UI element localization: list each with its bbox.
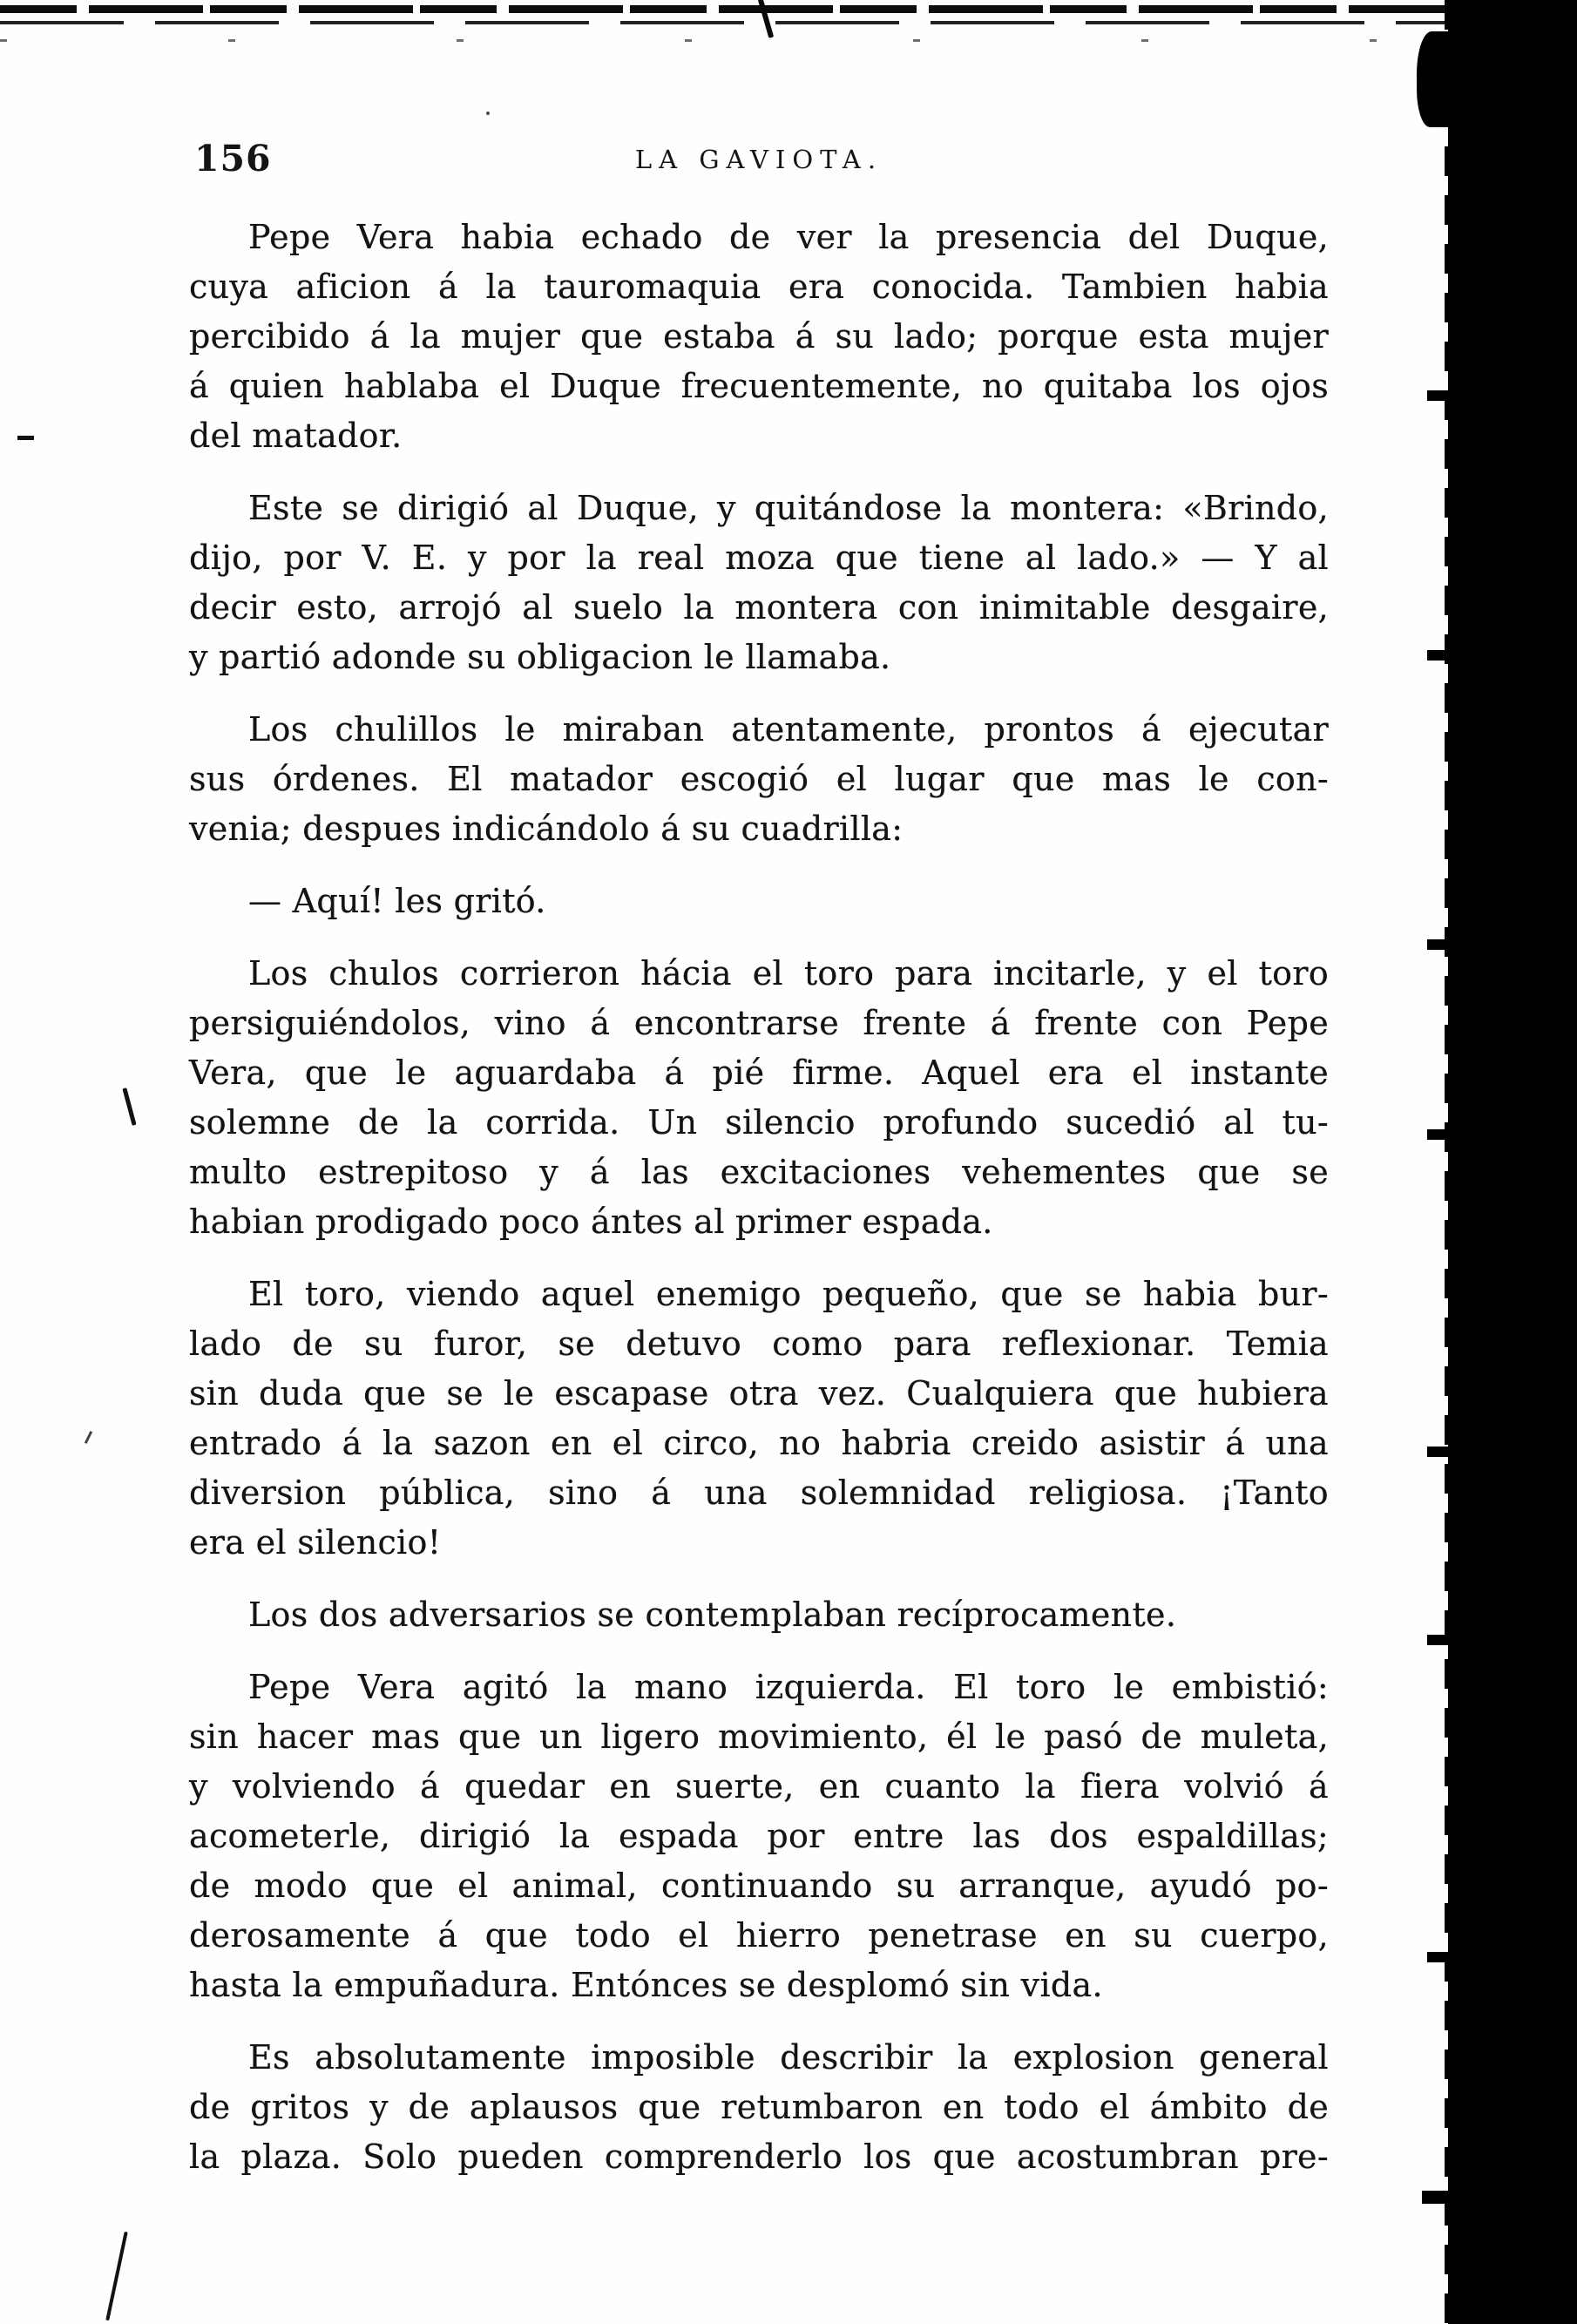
text-line: Los dos adversarios se contemplaban recíprocamente. bbox=[248, 1596, 1177, 1634]
paragraph bbox=[189, 213, 1329, 461]
scan-artifact-right-tick bbox=[1427, 1635, 1450, 1645]
text-line: de gritos y de aplausos que retumbaron en todo el ámbito de bbox=[189, 2088, 1329, 2126]
text-line: entrado á la sazon en el circo, no habria creido asistir á una bbox=[189, 1424, 1329, 1462]
scan-artifact-speck bbox=[486, 112, 490, 115]
text-line: Este se dirigió al Duque, y quitándose la montera: «Brindo, bbox=[248, 489, 1329, 527]
scan-artifact-right-tick bbox=[1427, 390, 1450, 401]
scan-artifact-right-tick bbox=[1427, 1447, 1450, 1457]
text-line: venia; despues indicándolo á su cuadrilla: bbox=[189, 810, 904, 848]
text-line: y partió adonde su obligacion le llamaba. bbox=[189, 638, 891, 676]
text-line: acometerle, dirigió la espada por entre las dos espaldillas; bbox=[189, 1817, 1329, 1855]
scan-artifact-right-tick bbox=[1422, 2191, 1450, 2204]
scan-artifact-top-edge-dashes bbox=[0, 21, 1448, 24]
text-line: decir esto, arrojó al suelo la montera con inimitable desgaire, bbox=[189, 588, 1329, 627]
paragraph bbox=[189, 949, 1329, 1247]
text-line: del matador. bbox=[189, 417, 403, 455]
text-line: Los chulos corrieron hácia el toro para incitarle, y el toro bbox=[248, 954, 1329, 993]
text-line: hasta la empuñadura. Entónces se desplomó sin vida. bbox=[189, 1966, 1103, 2004]
text-body bbox=[189, 213, 1329, 2182]
scan-artifact-left-backslash bbox=[122, 1087, 136, 1126]
paragraph bbox=[189, 1270, 1329, 1568]
paragraph bbox=[189, 1590, 1329, 1640]
paragraph bbox=[189, 705, 1329, 854]
text-line: Es absolutamente imposible describir la explosion general bbox=[248, 2038, 1329, 2077]
scan-artifact-right-tick bbox=[1427, 939, 1450, 950]
scan-artifact-left-dash bbox=[17, 436, 34, 440]
text-line: Pepe Vera agitó la mano izquierda. El toro le embistió: bbox=[248, 1668, 1329, 1706]
text-line: solemne de la corrida. Un silencio profundo sucedió al tu- bbox=[189, 1103, 1329, 1142]
text-line: diversion pública, sino á una solemnidad religiosa. ¡Tanto bbox=[189, 1474, 1329, 1512]
text-line: — Aquí! les gritó. bbox=[248, 882, 546, 920]
text-line: sin duda que se le escapase otra vez. Cualquiera que hubiera bbox=[189, 1374, 1329, 1413]
text-line: la plaza. Solo pueden comprenderlo los que acostumbran pre- bbox=[189, 2138, 1329, 2176]
text-line: á quien hablaba el Duque frecuentemente, no quitaba los ojos bbox=[189, 367, 1329, 405]
scan-artifact-right-blob bbox=[1417, 31, 1450, 127]
running-title: LA GAVIOTA. bbox=[634, 145, 883, 174]
scan-artifact-bottom-slash bbox=[105, 2232, 128, 2321]
text-line: y volviendo á quedar en suerte, en cuanto la fiera volvió á bbox=[189, 1767, 1329, 1806]
text-line: lado de su furor, se detuvo como para reflexionar. Temia bbox=[189, 1325, 1329, 1363]
text-line: derosamente á que todo el hierro penetrase en su cuerpo, bbox=[189, 1916, 1329, 1955]
scan-artifact-right-tick bbox=[1427, 1952, 1450, 1962]
text-line: de modo que el animal, continuando su arranque, ayudó po- bbox=[189, 1867, 1329, 1905]
text-line: habian prodigado poco ántes al primer espada. bbox=[189, 1203, 993, 1241]
scan-artifact-right-tick bbox=[1427, 1129, 1450, 1140]
paragraph bbox=[189, 2033, 1329, 2182]
text-line: sus órdenes. El matador escogió el lugar que mas le con- bbox=[189, 760, 1329, 798]
paragraph bbox=[189, 877, 1329, 926]
text-line: cuya aficion á la tauromaquia era conocida. Tambien habia bbox=[189, 268, 1329, 306]
text-line: sin hacer mas que un ligero movimiento, él le pasó de muleta, bbox=[189, 1718, 1329, 1756]
scan-artifact-left-accent bbox=[85, 1431, 92, 1444]
paragraph bbox=[189, 1663, 1329, 2010]
scan-artifact-right-band bbox=[1448, 0, 1577, 2324]
page-number: 156 bbox=[194, 138, 272, 180]
text-line: Pepe Vera habia echado de ver la presencia del Duque, bbox=[248, 218, 1329, 256]
page-header bbox=[189, 138, 1329, 180]
scan-artifact-right-tick bbox=[1427, 650, 1450, 661]
text-line: El toro, viendo aquel enemigo pequeño, que se habia bur- bbox=[248, 1275, 1329, 1313]
paragraph bbox=[189, 484, 1329, 682]
text-line: persiguiéndolos, vino á encontrarse frente á frente con Pepe bbox=[189, 1004, 1329, 1042]
scan-artifact-top-edge-line bbox=[0, 5, 1448, 13]
text-line: Vera, que le aguardaba á pié firme. Aquel era el instante bbox=[189, 1054, 1329, 1092]
text-line: Los chulillos le miraban atentamente, prontos á ejecutar bbox=[248, 710, 1329, 749]
text-line: dijo, por V. E. y por la real moza que tiene al lado.» — Y al bbox=[189, 539, 1329, 577]
text-line: percibido á la mujer que estaba á su lado; porque esta mujer bbox=[189, 317, 1329, 356]
text-line: era el silencio! bbox=[189, 1523, 442, 1562]
text-line: multo estrepitoso y á las excitaciones vehementes que se bbox=[189, 1153, 1329, 1191]
scan-artifact-top-edge-dots bbox=[0, 39, 1394, 42]
